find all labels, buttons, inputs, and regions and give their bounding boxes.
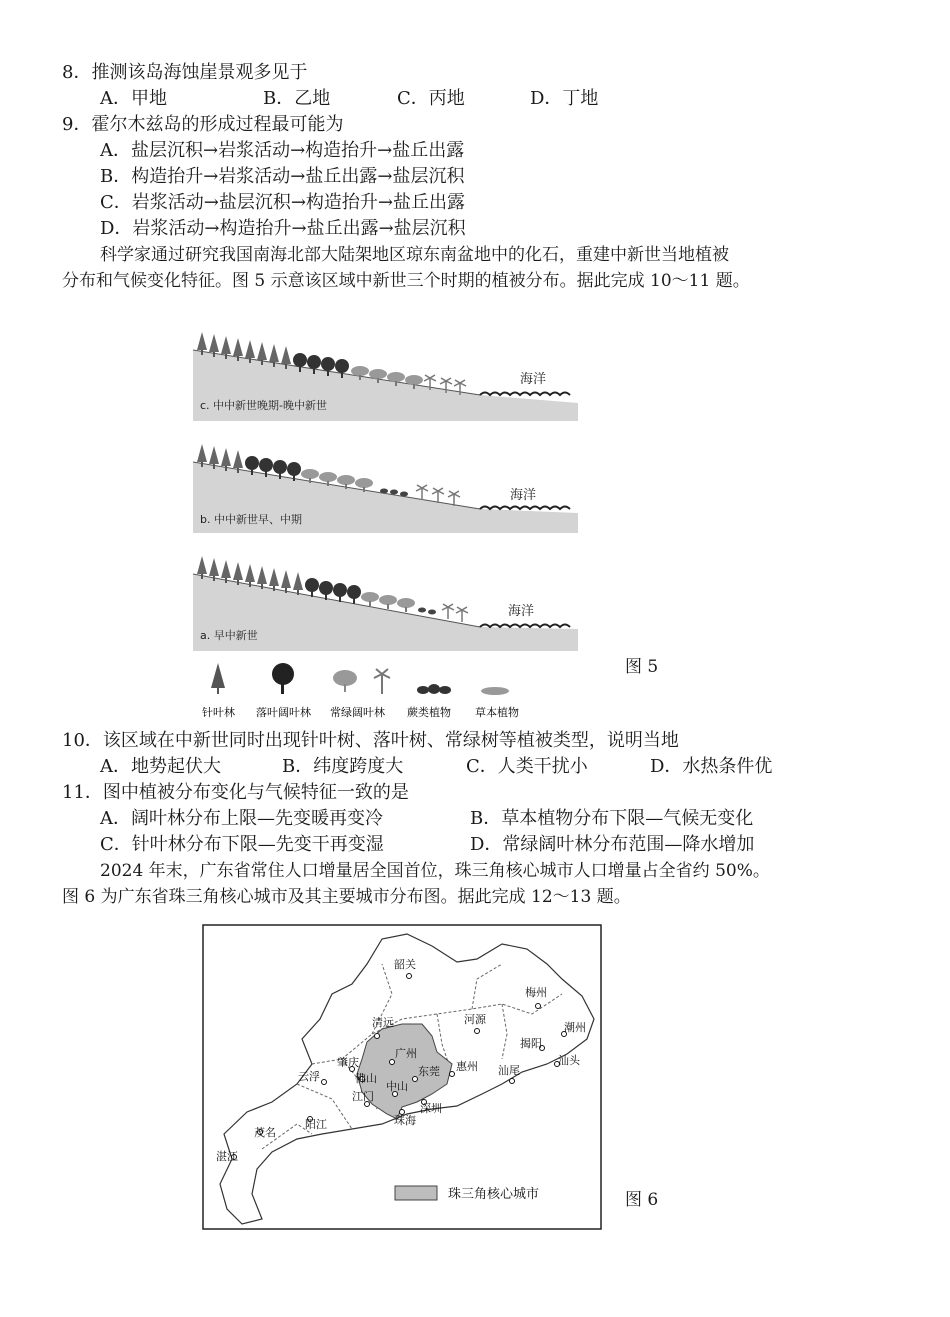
q8-option-c: C．丙地 [397, 88, 465, 109]
q11-option-a: A．阔叶林分布上限—先变暖再变冷 [100, 808, 383, 829]
q9-option-c: C．岩浆活动→盐层沉积→构造抬升→盐丘出露 [100, 192, 466, 213]
city-jieyang: 揭阳 [520, 1037, 542, 1050]
q10-option-a: A．地势起伏大 [100, 756, 221, 777]
city-shenzhen: 深圳 [420, 1102, 442, 1115]
legend-core-city: 珠三角核心城市 [448, 1187, 540, 1202]
city-dongguan: 东莞 [418, 1065, 440, 1078]
city-zhanjiang: 湛江 [216, 1150, 238, 1163]
panel-a-period: a. 早中新世 [200, 629, 258, 642]
intro-12-13-line1: 2024 年末，广东省常住人口增量居全国首位，珠三角核心城市人口增量占全省约 50%。 [100, 861, 770, 881]
herb-legend-icon [481, 687, 509, 695]
city-zhongshan: 中山 [386, 1080, 408, 1093]
evergreen-legend-icon [333, 669, 390, 694]
city-shantou: 汕头 [558, 1054, 580, 1067]
city-foshan: 佛山 [355, 1072, 377, 1085]
city-shaoguan: 韶关 [394, 958, 416, 971]
q9-option-a: A．盐层沉积→岩浆活动→构造抬升→盐丘出露 [100, 140, 465, 161]
q11-option-c: C．针叶林分布下限—先变干再变湿 [100, 834, 384, 855]
panel-b [193, 430, 578, 533]
q11-option-d: D．常绿阔叶林分布范围—降水增加 [470, 834, 755, 855]
city-maoming: 茂名 [254, 1126, 276, 1139]
city-jiangmen: 江门 [352, 1090, 374, 1103]
q9-option-b: B．构造抬升→岩浆活动→盐丘出露→盐层沉积 [100, 166, 465, 187]
figure-5 [190, 315, 590, 720]
city-chaozhou: 潮州 [564, 1021, 586, 1034]
q8-option-d: D．丁地 [530, 88, 599, 109]
panel-c [193, 318, 578, 421]
city-yangjiang: 阳江 [305, 1118, 327, 1131]
legend-conifer: 针叶林 [202, 706, 235, 719]
figure-6-map [202, 924, 604, 1232]
city-meizhou: 梅州 [525, 986, 547, 999]
q8-option-a: A．甲地 [100, 88, 167, 109]
q10-option-d: D．水热条件优 [650, 756, 773, 777]
q10-stem: 10．该区域在中新世同时出现针叶树、落叶树、常绿树等植被类型，说明当地 [62, 730, 679, 751]
city-heyuan: 河源 [464, 1013, 486, 1026]
fern-legend-icon [417, 684, 451, 694]
q8-stem: 8．推测该岛海蚀崖景观多见于 [62, 62, 308, 83]
q11-option-b: B．草本植物分布下限—气候无变化 [470, 808, 754, 829]
city-qingyuan: 清远 [372, 1016, 394, 1029]
city-guangzhou: 广州 [395, 1047, 417, 1060]
city-shanwei: 汕尾 [498, 1064, 520, 1077]
panel-c-sea: 海洋 [520, 372, 547, 387]
figure-5-legend [202, 663, 519, 719]
city-yunfu: 云浮 [298, 1070, 320, 1083]
q10-option-c: C．人类干扰小 [466, 756, 588, 777]
q10-option-b: B．纬度跨度大 [282, 756, 404, 777]
deciduous-legend-icon [272, 663, 294, 694]
q11-stem: 11．图中植被分布变化与气候特征一致的是 [62, 782, 409, 803]
panel-b-period: b. 中中新世早、中期 [200, 513, 302, 526]
conifer-legend-icon [211, 663, 225, 694]
city-zhuhai: 珠海 [394, 1114, 416, 1127]
legend-deciduous: 落叶阔叶林 [256, 706, 311, 719]
q9-stem: 9．霍尔木兹岛的形成过程最可能为 [62, 114, 344, 135]
figure-6-caption: 图 6 [625, 1190, 659, 1210]
panel-b-sea: 海洋 [510, 488, 537, 503]
intro-10-11-line1: 科学家通过研究我国南海北部大陆架地区琼东南盆地中的化石，重建中新世当地植被 [100, 245, 729, 265]
legend-fern: 蕨类植物 [407, 706, 451, 719]
legend-evergreen: 常绿阔叶林 [330, 706, 385, 719]
intro-10-11-line2: 分布和气候变化特征。图 5 示意该区域中新世三个时期的植被分布。据此完成 10～11 题。 [62, 271, 750, 291]
legend-herb: 草本植物 [475, 706, 519, 719]
figure-5-caption: 图 5 [625, 657, 659, 677]
intro-12-13-line2: 图 6 为广东省珠三角核心城市及其主要城市分布图。据此完成 12～13 题。 [62, 887, 631, 907]
city-zhaoqing: 肇庆 [337, 1056, 359, 1069]
city-huizhou: 惠州 [456, 1060, 478, 1073]
panel-a-sea: 海洋 [508, 604, 535, 619]
q8-option-b: B．乙地 [263, 88, 331, 109]
panel-c-period: c. 中中新世晚期-晚中新世 [200, 399, 328, 412]
figure-6-legend [395, 1186, 539, 1202]
q9-option-d: D．岩浆活动→构造抬升→盐丘出露→盐层沉积 [100, 218, 466, 239]
panel-a [193, 542, 578, 652]
